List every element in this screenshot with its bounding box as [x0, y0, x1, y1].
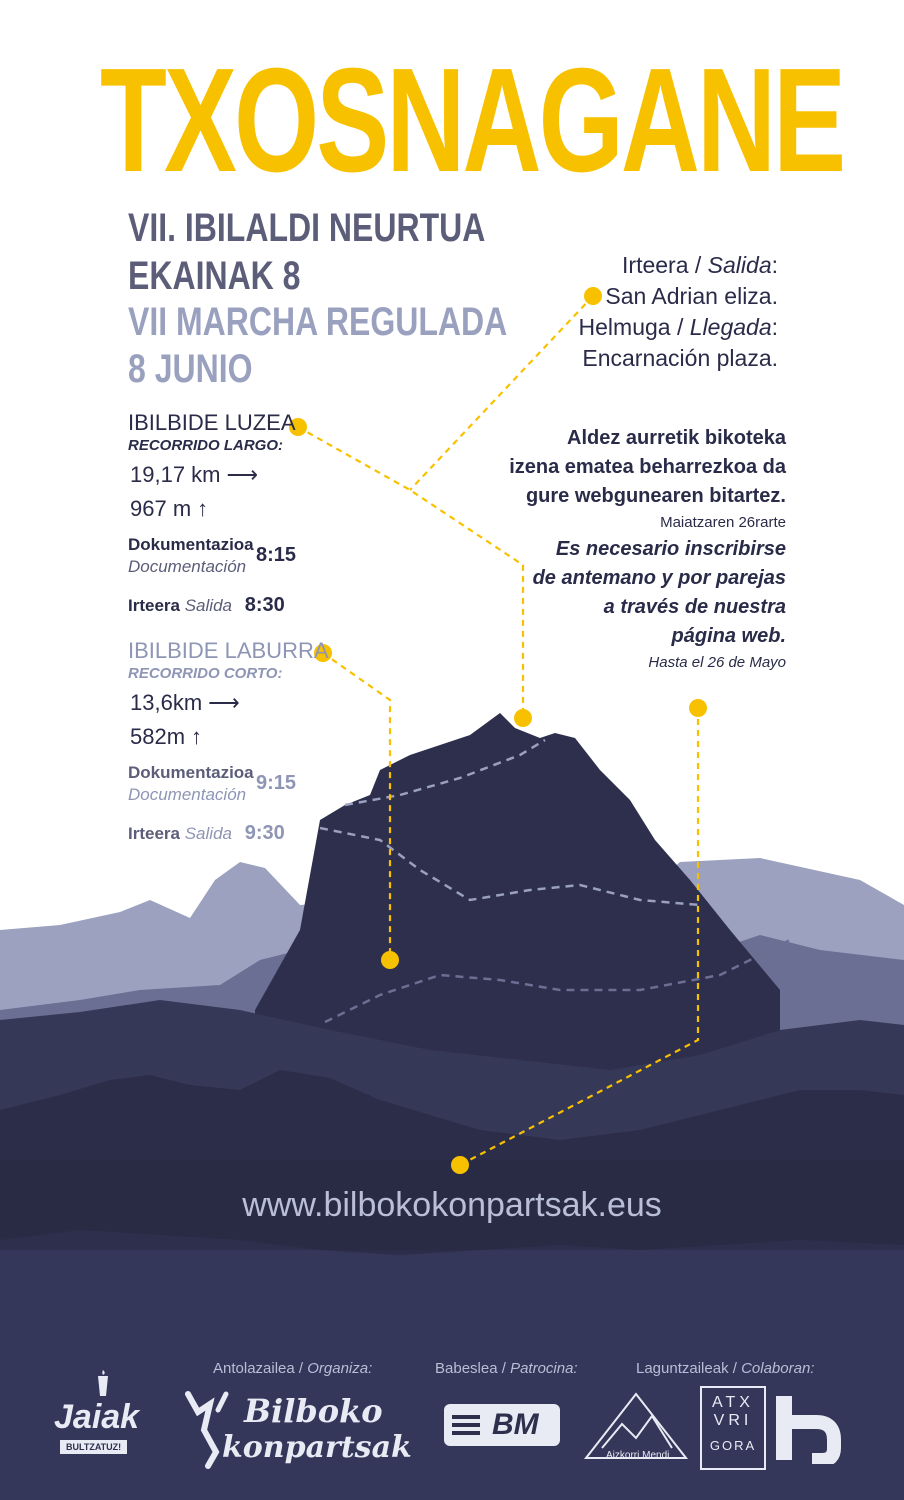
organiza-label: Antolazailea / Organiza: [213, 1360, 373, 1377]
short-route-name: IBILBIDE LABURRA [128, 638, 329, 663]
short-route-name-es: RECORRIDO CORTO: [128, 665, 283, 682]
long-route-doc-time: 8:15 [256, 544, 297, 566]
bm-logo: BM [444, 1404, 560, 1446]
start-label: Irteera / Salida: [622, 252, 778, 278]
registration-notice: Aldez aurretik bikoteka izena ematea beharrezkoa da gure webgunearen bitartez. Maiatzaren 26rarte Es necesario inscribirse de antemano y por parejas a través de nuestra página web. Hasta el 26 de Mayo [509, 424, 786, 675]
long-route-block [128, 410, 296, 617]
long-route-name: IBILBIDE LUZEA [128, 410, 296, 435]
long-route-start-time: 8:30 [244, 594, 285, 616]
arrow-right-icon: ⟶ [226, 462, 259, 487]
short-route-doc-time: 9:15 [256, 772, 297, 794]
short-route-documentation: Dokumentazioa Documentación 9:15 [128, 763, 297, 804]
short-route-elevation-row: 582m ↑ [130, 722, 329, 752]
dot-summit [514, 709, 532, 727]
short-route-start: Irteera Salida 9:30 [128, 822, 285, 844]
connector-long-route [298, 427, 523, 718]
short-route-start-time: 9:30 [244, 822, 285, 844]
colaboran-label: Laguntzaileak / Colaboran: [636, 1360, 815, 1377]
poster-title: TXOSNAGANE [100, 38, 844, 203]
subtitle-line2: EKAINAK 8 [128, 254, 301, 298]
finish-place: Encarnación plaza. [582, 345, 778, 371]
arrow-right-icon: ⟶ [208, 690, 240, 715]
deadline-eu: Maiatzaren 26rarte [660, 514, 786, 531]
subtitle-line4: 8 JUNIO [128, 347, 253, 391]
atxuri-logo: ATX VRI GORA [700, 1386, 766, 1470]
patrocina-label: Babeslea / Patrocina: [435, 1360, 578, 1377]
dot-short-end [381, 951, 399, 969]
bm-stripes-icon [452, 1413, 482, 1437]
finish-label: Helmuga / Llegada: [578, 314, 778, 340]
short-route-block [128, 638, 329, 845]
start-place: San Adrian eliza. [605, 283, 778, 309]
jaiak-logo: Jaiak BULTZATUZ! [50, 1368, 154, 1468]
arrow-up-icon: ↑ [197, 496, 209, 521]
long-route-start: Irteera Salida 8:30 [128, 594, 285, 616]
website-link[interactable]: www.bilbokokonpartsak.eus [242, 1186, 662, 1224]
long-route-documentation: Dokumentazioa Documentación 8:15 [128, 535, 297, 576]
subtitle-line1: VII. IBILALDI NEURTUA [128, 206, 486, 250]
long-route-elevation-row: 967 m ↑ [130, 494, 296, 524]
deadline-es: Hasta el 26 de Mayo [648, 654, 786, 671]
arrow-up-icon: ↑ [191, 724, 203, 749]
mendi-club-logo: Aizkorri Mendi [582, 1388, 690, 1468]
long-route-distance-row: 19,17 km ⟶ [130, 460, 296, 490]
short-route-distance-row: 13,6km ⟶ [130, 688, 329, 718]
start-finish-info [579, 250, 778, 374]
dot-notice [689, 699, 707, 717]
dot-web [451, 1156, 469, 1174]
subtitle-line3: VII MARCHA REGULADA [128, 300, 508, 344]
bilboko-konpartsak-logo: Bilboko konpartsak [182, 1390, 422, 1474]
h-hook-logo-icon [772, 1392, 848, 1464]
long-route-name-es: RECORRIDO LARGO: [128, 437, 283, 454]
